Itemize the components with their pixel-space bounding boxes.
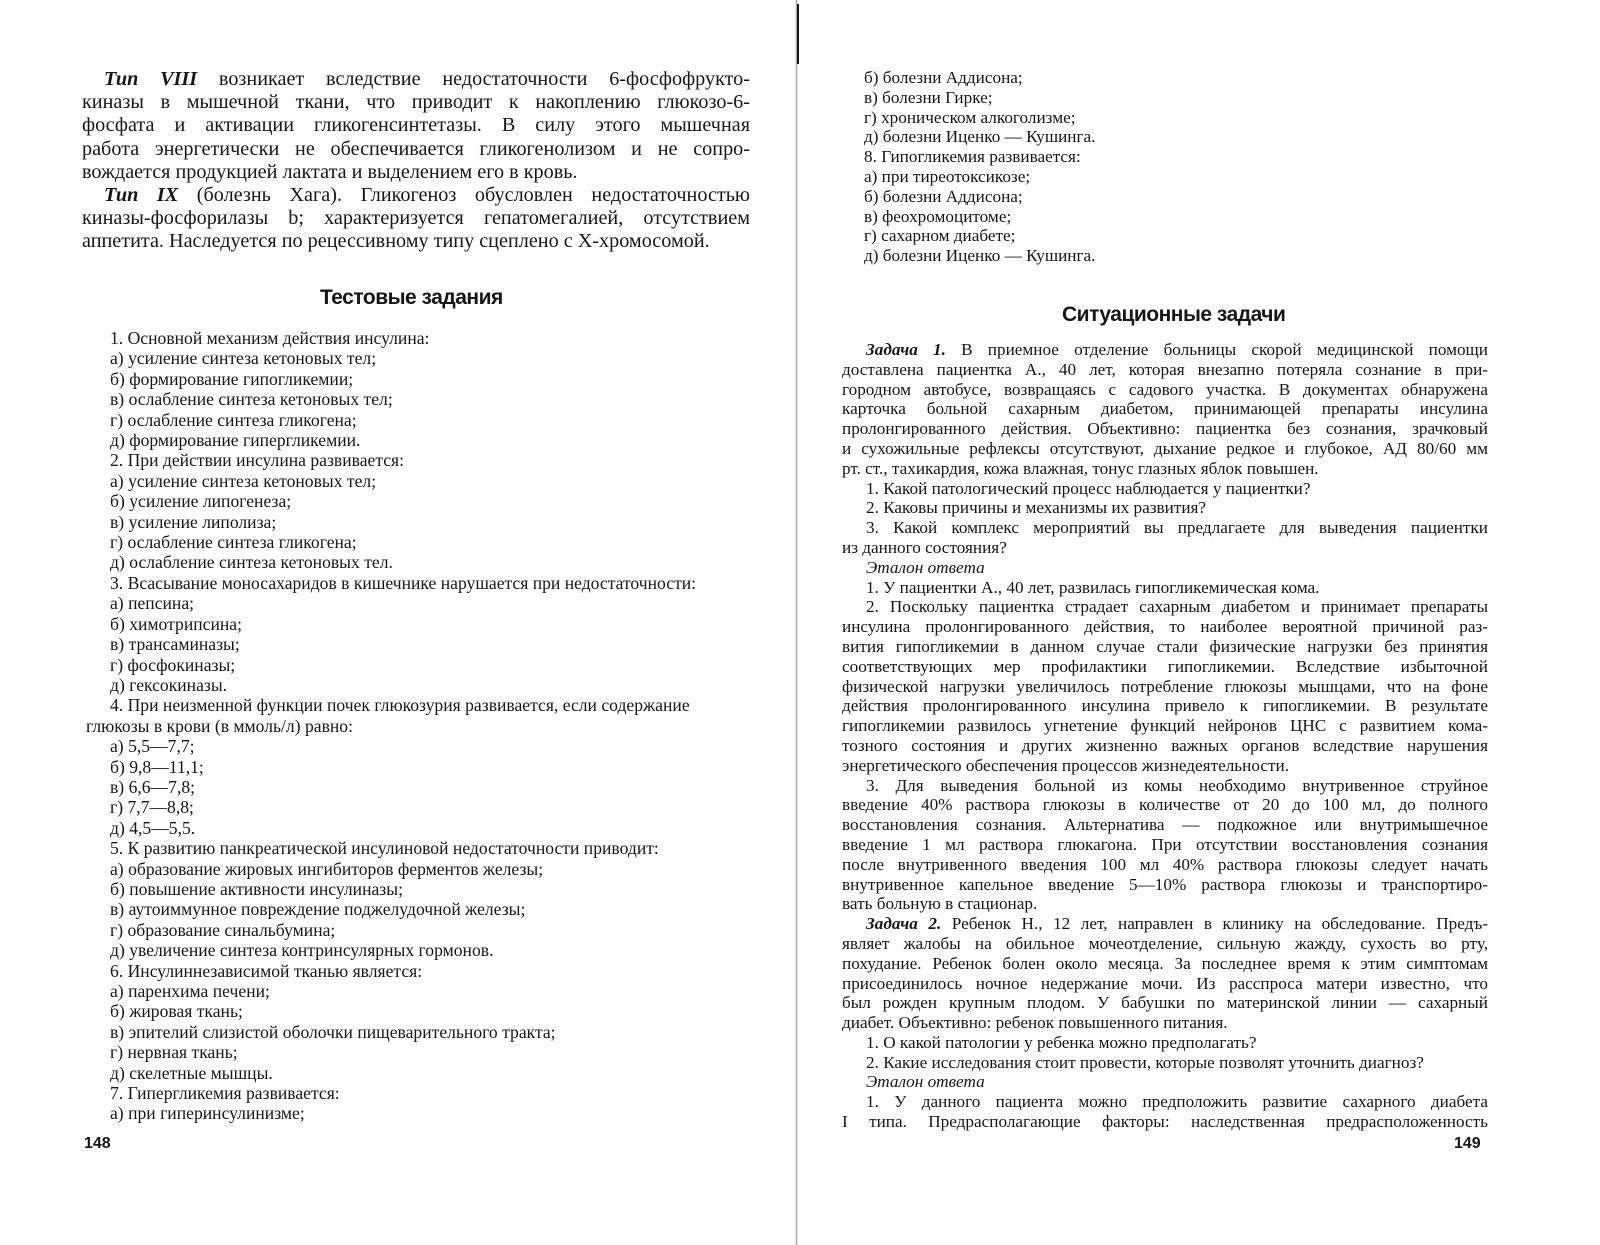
task-line [842,795,1488,815]
task-line [842,419,1488,439]
task-line [842,815,1488,835]
page-number-left: 148 [84,1135,111,1152]
right-page [800,0,1600,1245]
task-text: I типа. Предрасполагающие факторы: наследственная предрасположенность [842,1112,1488,1132]
task-text: 2. Каковы причины и механизмы их развития? [866,498,1207,518]
task-text: из данного состояния? [842,537,1007,557]
intro-line [82,68,750,91]
answer-option: а) 5,5—7,7; [110,736,195,757]
type-label: Тип IX [104,184,179,207]
answer-option: б) усиление липогенеза; [110,491,292,512]
intro-text: фосфата и активации гликогенсинтетазы. В силу этого мышечная [82,114,750,137]
task-text: 1. Какой патологический процесс наблюдается у пациентки? [866,478,1311,498]
answer-option: б) болезни Аддисона; [864,186,1023,206]
answer-option: д) болезни Иценко — Кушинга. [864,127,1096,147]
answer-option: б) химотрипсина; [110,613,242,634]
answer-option: в) аутоиммунное повреждение поджелудочной железы; [110,899,526,920]
test-answers-continued [864,68,1529,266]
task-text: гипогликемии развилось угнетение функций нейронов ЦНС с развитием кома- [842,716,1488,736]
task-text: присоединилось ночное недержание мочи. Из расспроса матери известно, что [842,973,1488,993]
intro-text: возникает вследствие недостаточности 6-фосфофрукто- [197,68,750,90]
task-question [842,1053,1488,1073]
question-stem: 4. При неизменной функции почек глюкозурия развивается, если содержание [110,695,690,716]
question-stem: 2. При действии инсулина развивается: [110,450,405,471]
intro-line [82,184,750,207]
task-text: пролонгированного действия. Объективно: пациентка без сознания, зрачковый [842,419,1488,439]
task-line [842,736,1488,756]
task-line [842,993,1488,1013]
answer-option: г) ослабление синтеза гликогена; [110,532,357,553]
task-text: 2. Какие исследования стоит провести, которые позволят уточнить диагноз? [866,1052,1424,1072]
answer-heading [842,558,1488,578]
question-stem: 6. Инсулиннезависимой тканью является: [110,960,423,981]
task-line [842,637,1488,657]
answer-option: б) жировая ткань; [110,1001,243,1022]
answer-option: а) пепсина; [110,593,195,614]
answer-option: в) усиление липолиза; [110,511,277,532]
task-label: Задача 1. [866,340,946,359]
task-text: 1. У данного пациента можно предположить развитие сахарного диабета [866,1092,1488,1112]
task-text: Ребенок Н., 12 лет, направлен в клинику на обследование. Предъ- [941,914,1488,934]
task-text: рт. ст., тахикардия, кожа влажная, тонус глазных яблок повышен. [842,458,1319,478]
task-line [842,657,1488,677]
task-text: энергетического обеспечения процессов жизнедеятельности. [842,755,1289,775]
answer-heading [842,1072,1488,1092]
task-text: действия пролонгированного инсулина привело к гипогликемии. В результате [842,696,1488,716]
answer-option: г) 7,7—8,8; [110,797,194,818]
answer-option: б) повышение активности инсулиназы; [110,878,403,899]
task-line [842,855,1488,875]
answer-option: а) усиление синтеза кетоновых тел; [110,348,377,369]
section-heading-situational: Ситуационные задачи [1062,303,1286,326]
answer-option: в) эпителий слизистой оболочки пищеварительного тракта; [110,1021,556,1042]
answer-option: д) 4,5—5,5. [110,817,196,838]
task-text: восстановления сознания. Альтернатива — подкожное или внутримышечное [842,815,1488,835]
task-first-line [842,914,1488,934]
task-line [842,716,1488,736]
task-answer-line [842,597,1488,617]
task-label: Задача 2. [866,914,942,934]
left-page [0,0,790,1245]
task-text: был рожден крупным плодом. У бабушки по материнской линии — сахарный [842,993,1488,1013]
answer-option: д) формирование гипергликемии. [110,430,361,451]
task-line [842,439,1488,459]
task-line [842,894,1488,914]
task-text: 3. Какой комплекс мероприятий вы предлагаете для выведения пациентки [866,518,1488,538]
answer-option: б) формирование гипогликемии; [110,368,354,389]
answer-option: б) 9,8—11,1; [110,756,204,777]
intro-text: вождается продукцией лактата и выделением его в кровь. [82,160,578,183]
task-text: инсулина пролонгированного действия, то наиболее вероятной причиной раз- [842,617,1488,637]
task-line [842,459,1488,479]
question-stem: 1. Основной механизм действия инсулина: [110,328,430,348]
task-text: тозного состояния и других жизненно важных органов вследствие нарушения [842,735,1488,755]
page-number-right: 149 [1454,1135,1481,1152]
answer-option: а) при тиреотоксикозе; [864,166,1031,186]
task-text: и сухожильные рефлексы отсутствуют, дыхание редкое и глубокое, АД 80/60 мм [842,438,1488,458]
answer-option: а) усиление синтеза кетоновых тел; [110,470,377,491]
task-answer-line [842,1092,1488,1112]
answer-option: г) хроническом алкоголизме; [864,107,1076,127]
task-question [842,498,1488,518]
intro-line [82,114,750,137]
intro-text: киназы в мышечной ткани, что приводит к накоплению глюкозо-6- [82,91,750,114]
answer-option: в) 6,6—7,8; [110,776,196,797]
answer-option: д) ослабление синтеза кетоновых тел. [110,552,393,573]
task-line [842,538,1488,558]
task-line [842,1112,1488,1132]
answer-option: в) трансаминазы; [110,634,240,655]
answer-option: г) образование синальбумина; [110,919,336,940]
task-text: вать больную в стационар. [842,894,1038,914]
task-text: вития гипогликемии в данном случае стали физические нагрузки без принятия [842,636,1488,656]
answer-option: в) болезни Гирке; [864,87,993,107]
type-label: Тип VIII [104,68,198,90]
answer-option: г) нервная ткань; [110,1042,238,1063]
task-line [842,875,1488,895]
intro-text: работа энергетически не обеспечивается гликогенолизом и не сопро- [82,137,750,160]
task-text: физической нагрузки увеличилось потребление глюкозы мышцами, что на фоне [842,676,1488,696]
answer-option: а) образование жировых ингибиторов ферментов железы; [110,858,544,879]
task-line [842,617,1488,637]
task-line [842,360,1488,380]
task-text: 1. О какой патологии у ребенка можно предполагать? [866,1032,1257,1052]
answer-option: а) паренхима печени; [110,981,270,1001]
intro-line [82,91,750,114]
answer-option: в) феохромоцитоме; [864,206,1012,226]
task-text: 3. Для выведения больной из комы необходимо внутривенное струйное [866,775,1488,795]
section-heading-tests: Тестовые задания [320,286,503,309]
task-text: диабет. Объективно: ребенок повышенного питания. [842,1013,1228,1033]
task-line [842,974,1488,994]
answer-option: в) ослабление синтеза кетоновых тел; [110,389,393,410]
task-question [842,479,1488,499]
task-text: Эталон ответа [866,1072,985,1092]
situational-tasks [842,340,1488,1132]
test-questions-list [86,328,696,1124]
task-first-line [842,340,1488,360]
spine-shadow [797,4,799,64]
intro-line [82,138,750,161]
task-text: внутривенное капельное введение 5—10% раствора глюкозы и транспортиро- [842,874,1488,894]
intro-text: (болезнь Хага). Гликогеноз обусловлен недостаточностью [178,184,751,207]
task-line [842,835,1488,855]
task-line [842,399,1488,419]
task-line [842,934,1488,954]
answer-option: д) увеличение синтеза контринсулярных гормонов. [110,940,494,961]
task-answer-line [842,776,1488,796]
answer-option: глюкозы в крови (в ммоль/л) равно: [86,715,353,736]
book-spine [795,0,798,1245]
intro-text: киназы-фосфорилазы b; характеризуется гепатомегалией, отсутствием [82,207,750,230]
answer-option: б) болезни Аддисона; [864,68,1023,87]
task-line [842,380,1488,400]
task-text: карточка больной сахарным диабетом, принимающей препараты инсулина [842,399,1488,419]
task-line [842,756,1488,776]
task-text: 1. У пациентки А., 40 лет, развилась гипогликемическая кома. [866,577,1320,597]
task-answer-line [842,518,1488,538]
answer-option: а) при гиперинсулинизме; [110,1103,305,1124]
task-text: 2. Поскольку пациентка страдает сахарным диабетом и принимает препараты [866,597,1488,617]
task-line [842,954,1488,974]
task-text: доставлена пациентка А., 40 лет, которая внезапно потеряла сознание в при- [842,359,1488,379]
task-question [842,1033,1488,1053]
task-line [842,677,1488,697]
task-line [842,1013,1488,1033]
task-text: похудание. Ребенок болен около месяца. За последнее время к этим симптомам [842,953,1488,973]
answer-option: г) сахарном диабете; [864,226,1016,246]
question-stem: 5. К развитию панкреатической инсулиновой недостаточности приводит: [110,838,659,859]
task-line [842,696,1488,716]
task-text: Эталон ответа [866,557,985,577]
task-text: введение 1 мл раствора глюкагона. При отсутствии восстановления сознания [842,834,1488,854]
task-text: введение 40% раствора глюкозы в количестве от 20 до 100 мл, до полного [842,795,1488,815]
task-question [842,578,1488,598]
answer-option: д) скелетные мышцы. [110,1062,273,1083]
task-text: соответствующих мер профилактики гипогликемии. Вследствие избыточной [842,656,1488,676]
answer-option: д) гексокиназы. [110,674,228,695]
question-stem: 7. Гипергликемия развивается: [110,1083,340,1104]
answer-option: г) фосфокиназы; [110,654,236,675]
intro-line [82,207,750,230]
question-stem: 8. Гипогликемия развивается: [864,147,1081,167]
intro-line [82,161,750,184]
intro-paragraphs [82,68,750,254]
task-text: являет жалобы на обильное мочеотделение, сильную жажду, сухость во рту, [842,933,1488,953]
task-text: городном автобусе, возвращаясь с садового участка. В документах обнаружена [842,379,1488,399]
question-stem: 3. Всасывание моносахаридов в кишечнике нарушается при недостаточности: [110,572,697,593]
intro-text: аппетита. Наследуется по рецессивному типу сцеплено с X-хромосомой. [82,230,710,253]
task-text: после внутривенного введения 100 мл 40% раствора глюкозы следует начать [842,854,1488,874]
task-text: В приемное отделение больницы скорой медицинской помощи [945,340,1488,359]
answer-option: г) ослабление синтеза гликогена; [110,409,357,430]
intro-line [82,230,750,253]
answer-option: д) болезни Иценко — Кушинга. [864,246,1096,266]
